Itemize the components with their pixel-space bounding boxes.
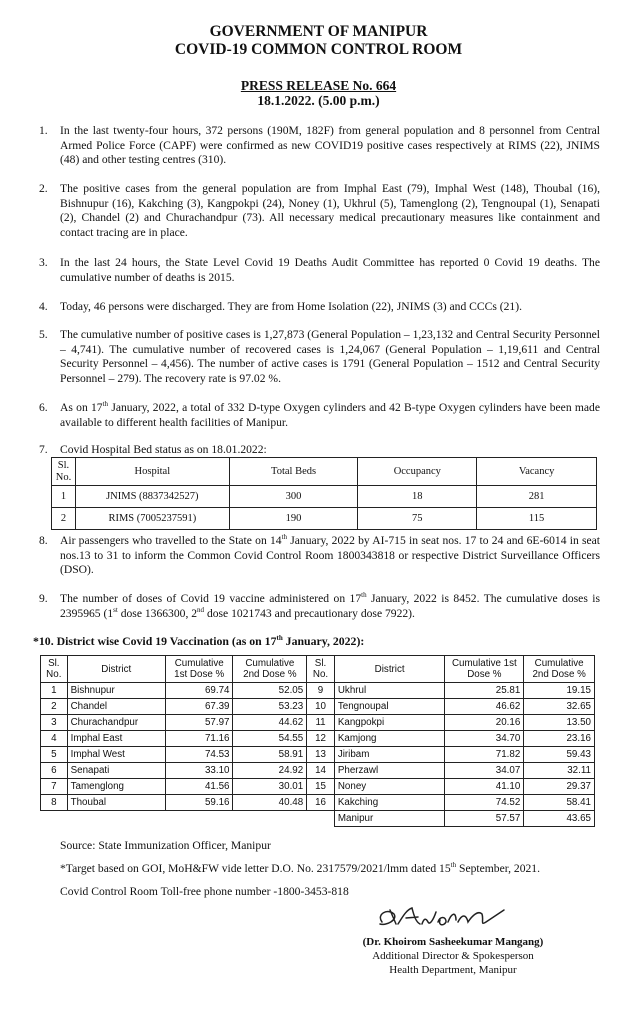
vax-cell: 34.07 [445,763,524,779]
vax-cell: 10 [307,699,335,715]
vax-table-header-row [41,656,595,683]
vax-cell: 74.52 [445,795,524,811]
bed-header-occupancy: Occupancy [358,458,477,486]
bed-cell: 18 [358,486,477,508]
signatory-name: (Dr. Khoirom Sasheekumar Mangang) [362,936,544,948]
vax-total-label: Manipur [334,811,445,827]
vax-cell: 67.39 [165,699,233,715]
item-9-number: 9. [39,592,48,605]
vax-cell: Thoubal [67,795,165,811]
item-3-text: In the last 24 hours, the State Level Covid 19 Deaths Audit Committee has reported 0 Covid 19 deaths. The cumulative number of deaths is 2015. [60,256,600,284]
signatory-title: Additional Director & Spokesperson [372,950,534,962]
table-row [41,779,595,795]
vax-cell: 41.10 [445,779,524,795]
empty-cell [307,811,335,827]
vax-table-body [41,683,595,811]
vax-cell: 46.62 [445,699,524,715]
vax-cell: 59.16 [165,795,233,811]
table-row [52,486,597,508]
vax-header-dose2: Cumulative 2nd Dose % [233,656,307,683]
tollfree-note: Covid Control Room Toll-free phone number -1800-3453-818 [60,885,349,898]
vax-cell: Noney [334,779,445,795]
vax-header-district: District [67,656,165,683]
table-row [41,795,595,811]
vax-header-district-2: District [334,656,445,683]
vax-cell: Imphal West [67,747,165,763]
item-5-number: 5. [39,328,48,341]
bed-cell: 300 [229,486,358,508]
vax-cell: 15 [307,779,335,795]
bed-cell: 115 [477,508,597,530]
district-vaccination-table [40,655,595,827]
item-8-number: 8. [39,534,48,547]
vax-total-dose2: 43.65 [524,811,595,827]
bed-header-hospital: Hospital [75,458,229,486]
vax-cell: 34.70 [445,731,524,747]
vax-cell: Pherzawl [334,763,445,779]
vax-cell: 2 [41,699,68,715]
vax-cell: Imphal East [67,731,165,747]
item-4-number: 4. [39,300,48,313]
bed-cell: JNIMS (8837342527) [75,486,229,508]
vax-cell: 29.37 [524,779,595,795]
header-government: GOVERNMENT OF MANIPUR [209,23,428,40]
vax-cell: 30.01 [233,779,307,795]
vax-cell: Churachandpur [67,715,165,731]
vax-cell: 24.92 [233,763,307,779]
vax-cell: Kangpokpi [334,715,445,731]
target-note: *Target based on GOI, MoH&FW vide letter D.O. No. 2317579/2021/lmm dated 15th September, 2021. [60,861,540,875]
handwritten-signature [368,900,512,936]
vax-cell: 53.23 [233,699,307,715]
vax-cell: 71.16 [165,731,233,747]
hospital-bed-table [51,457,597,530]
vax-cell: 69.74 [165,683,233,699]
vax-cell: 19.15 [524,683,595,699]
vax-cell: 54.55 [233,731,307,747]
bed-header-total-beds: Total Beds [229,458,358,486]
bed-cell: 281 [477,486,597,508]
vax-cell: Kakching [334,795,445,811]
vax-cell: 33.10 [165,763,233,779]
vax-cell: 9 [307,683,335,699]
item-9-text: The number of doses of Covid 19 vaccine administered on 17th January, 2022 is 8452. The cumulative doses is 2395965 (1st dose 1366300, 2nd dose 1021743 and precautionary dose 7922). [60,591,600,620]
vax-cell: Jiribam [334,747,445,763]
vax-cell: 6 [41,763,68,779]
bed-cell: 75 [358,508,477,530]
vax-cell: Senapati [67,763,165,779]
bed-table-header-row [52,458,597,486]
table-row [52,508,597,530]
vax-cell: 4 [41,731,68,747]
press-release-date: 18.1.2022. (5.00 p.m.) [257,93,380,108]
vax-header-slno-2: Sl. No. [307,656,335,683]
bed-header-slno: Sl. No. [52,458,76,486]
empty-cell [165,811,233,827]
item-8-text: Air passengers who travelled to the State on 14th January, 2022 by AI-715 in seat nos. 17 to 24 and 6E-6014 in seat nos.13 to 31 to inform the Common Covid Control Room 1800343818 or respective District Surveillance Officers (DSO). [60,533,600,577]
vax-cell: Chandel [67,699,165,715]
bed-cell: 2 [52,508,76,530]
vax-cell: 12 [307,731,335,747]
vax-cell: 11 [307,715,335,731]
vax-cell: 40.48 [233,795,307,811]
bed-header-vacancy: Vacancy [477,458,597,486]
item-5-text: The cumulative number of positive cases is 1,27,873 (General Population – 1,23,132 and Central Security Personnel – 4,741). The cumulative number of recovered cases is 1,24,067 (General Population – 1,19,611 and Central Security Personnel – 4,456). The number of active cases is 1791 (General Population – 1512 and Central Security Personnel – 279). The recovery rate is 97.02 %. [60,328,600,385]
bed-cell: 190 [229,508,358,530]
item-2-text: The positive cases from the general population are from Imphal East (79), Imphal West (148), Thoubal (16), Bishnupur (16), Kakching (3), Kangpokpi (24), Noney (1), Ukhrul (5), Tamenglong (2), Tengnoupal (1), Senapati (2), Chandel (2) and Churachandpur (73). All necessary medical precautionary measures like containment and contact tracing are in place. [60,182,600,239]
table-row [41,747,595,763]
vax-total-row [41,811,595,827]
item-6-number: 6. [39,401,48,414]
empty-cell [67,811,165,827]
vax-cell: 23.16 [524,731,595,747]
item-1-text: In the last twenty-four hours, 372 persons (190M, 182F) from general population and 8 personnel from Central Armed Police Force (CAPF) were confirmed as new COVID19 positive cases respectively at RIMS (22), JNIMS (48) and other testing centres (310). [60,124,600,167]
table-row [41,763,595,779]
vax-cell: 16 [307,795,335,811]
vax-cell: Bishnupur [67,683,165,699]
signatory-department: Health Department, Manipur [389,964,517,976]
vax-cell: 44.62 [233,715,307,731]
item-7-text: Covid Hospital Bed status as on 18.01.2022: [60,443,267,456]
vax-cell: 71.82 [445,747,524,763]
vaccination-heading: *10. District wise Covid 19 Vaccination (as on 17th January, 2022): [33,634,365,648]
vax-cell: 25.81 [445,683,524,699]
vax-cell: 74.53 [165,747,233,763]
vax-cell: 32.65 [524,699,595,715]
vax-header-dose1-2: Cumulative 1st Dose % [445,656,524,683]
vax-cell: 58.41 [524,795,595,811]
vax-cell: 57.97 [165,715,233,731]
table-row [41,715,595,731]
vax-cell: Tengnoupal [334,699,445,715]
vax-cell: 20.16 [445,715,524,731]
item-2-number: 2. [39,182,48,195]
empty-cell [41,811,68,827]
bed-cell: 1 [52,486,76,508]
source-note: Source: State Immunization Officer, Manipur [60,839,271,852]
vax-cell: Tamenglong [67,779,165,795]
vax-header-dose2-2: Cumulative 2nd Dose % [524,656,595,683]
vax-cell: 41.56 [165,779,233,795]
item-1-number: 1. [39,124,48,137]
vax-cell: 7 [41,779,68,795]
header-control-room: COVID-19 COMMON CONTROL ROOM [174,41,463,58]
table-row [41,731,595,747]
vax-cell: 1 [41,683,68,699]
vax-cell: Kamjong [334,731,445,747]
vax-cell: 8 [41,795,68,811]
vax-cell: Ukhrul [334,683,445,699]
bed-cell: RIMS (7005237591) [75,508,229,530]
table-row [41,683,595,699]
vax-cell: 14 [307,763,335,779]
item-7-number: 7. [39,443,48,456]
item-3-number: 3. [39,256,48,269]
vax-cell: 59.43 [524,747,595,763]
vax-cell: 32.11 [524,763,595,779]
vax-cell: 52.05 [233,683,307,699]
table-row [41,699,595,715]
vax-cell: 13.50 [524,715,595,731]
vax-cell: 3 [41,715,68,731]
item-6-text: As on 17th January, 2022, a total of 332 D-type Oxygen cylinders and 42 B-type Oxygen cylinders have been made available to different health facilities of Manipur. [60,400,600,429]
vax-cell: 5 [41,747,68,763]
vax-header-slno: Sl. No. [41,656,68,683]
vax-cell: 13 [307,747,335,763]
vax-total-dose1: 57.57 [445,811,524,827]
empty-cell [233,811,307,827]
item-4-text: Today, 46 persons were discharged. They are from Home Isolation (22), JNIMS (3) and CCCs (21). [60,300,522,313]
vax-header-dose1: Cumulative 1st Dose % [165,656,233,683]
press-release-number: PRESS RELEASE No. 664 [240,78,397,93]
vax-cell: 58.91 [233,747,307,763]
